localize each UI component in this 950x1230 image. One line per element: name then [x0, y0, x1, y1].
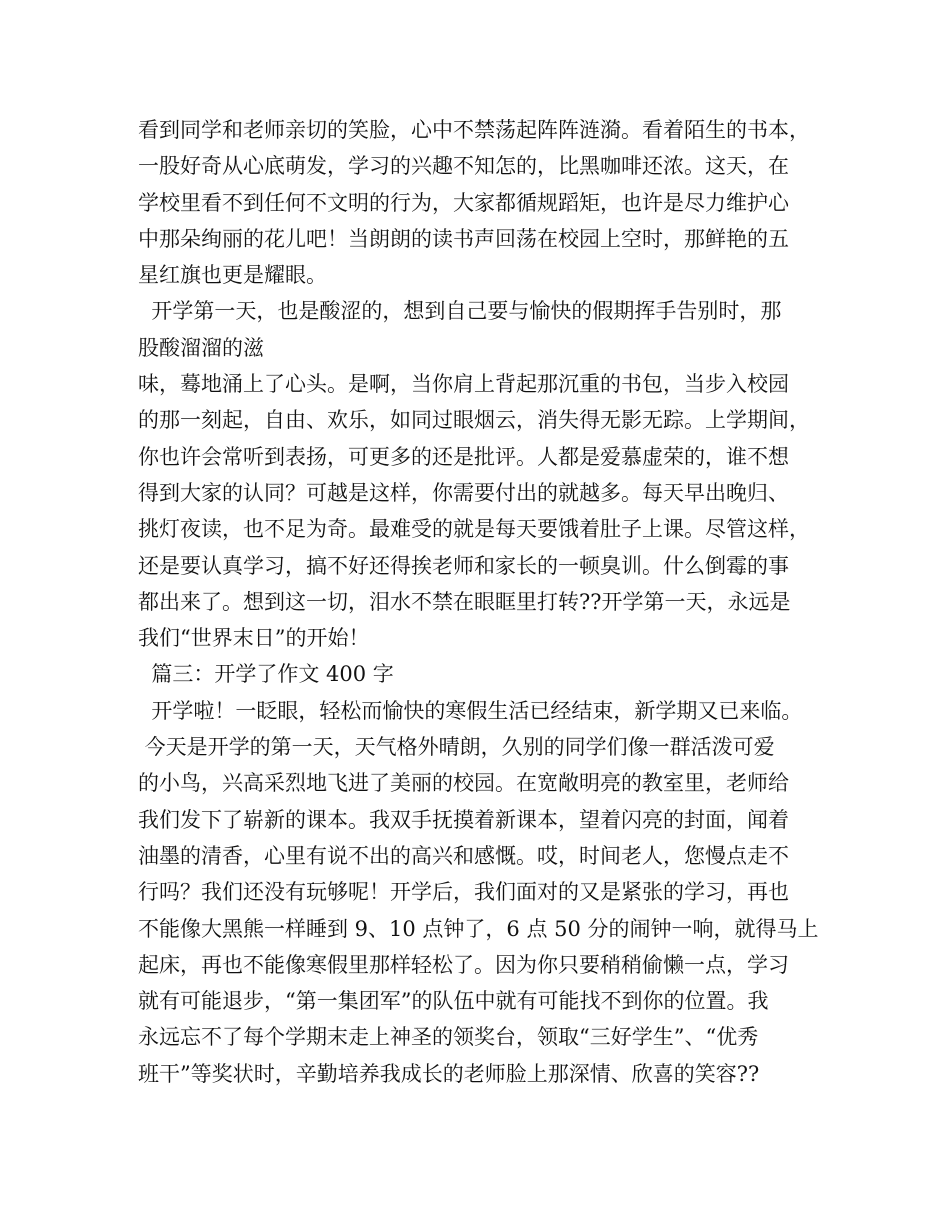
text-line: 起床，再也不能像寒假里那样轻松了。因为你只要稍稍偷懒一点，学习 [138, 952, 789, 977]
text-line: 行吗？我们还没有玩够呢！开学后，我们面对的又是紧张的学习，再也 [138, 880, 789, 905]
text-line: 油墨的清香，心里有说不出的高兴和感慨。哎，时间老人，您慢点走不 [138, 843, 789, 868]
text-line: 都出来了。想到这一切，泪水不禁在眼眶里打转??开学第一天，永远是 [138, 589, 791, 614]
text-line: 的那一刻起，自由、欢乐，如同过眼烟云，消失得无影无踪。上学期间， [138, 408, 810, 433]
text-line: 还是要认真学习，搞不好还得挨老师和家长的一顿臭训。什么倒霉的事 [138, 553, 789, 578]
text-line: 学校里看不到任何不文明的行为，大家都循规蹈矩，也许是尽力维护心 [138, 190, 789, 215]
text-line: 班干”等奖状时，辛勤培养我成长的老师脸上那深情、欣喜的笑容?? [138, 1061, 760, 1086]
text-line: 的小鸟，兴高采烈地飞进了美丽的校园。在宽敞明亮的教室里，老师给 [138, 771, 789, 796]
text-line: 开学第一天，也是酸涩的，想到自己要与愉快的假期挥手告别时，那 [138, 299, 782, 324]
text-line: 你也许会常听到表扬，可更多的还是批评。人都是爱慕虚荣的，谁不想 [138, 444, 789, 469]
text-line: 今天是开学的第一天，天气格外晴朗，久别的同学们像一群活泼可爱 [138, 735, 775, 760]
text-line: 一股好奇从心底萌发，学习的兴趣不知怎的，比黑咖啡还浓。这天，在 [138, 154, 789, 179]
text-line: 不能像大黑熊一样睡到 9、10 点钟了，6 点 50 分的闹钟一响，就得马上 [138, 916, 819, 941]
text-line: 挑灯夜读，也不足为奇。最难受的就是每天要饿着肚子上课。尽管这样， [138, 517, 810, 542]
text-line: 得到大家的认同？可越是这样，你需要付出的就越多。每天早出晚归、 [138, 480, 789, 505]
text-line: 就有可能退步，“第一集团军”的队伍中就有可能找不到你的位置。我 [138, 989, 769, 1014]
text-line: 开学啦！一眨眼，轻松而愉快的寒假生活已经结束，新学期又已来临。 [138, 698, 803, 723]
text-line: 看到同学和老师亲切的笑脸，心中不禁荡起阵阵涟漪。看着陌生的书本， [138, 118, 810, 142]
text-line: 篇三：开学了作文 400 字 [138, 662, 394, 687]
text-line: 永远忘不了每个学期末走上神圣的领奖台，领取“三好学生”、“优秀 [138, 1025, 759, 1050]
text-line: 星红旗也更是耀眼。 [138, 263, 327, 288]
text-line: 股酸溜溜的滋 [138, 335, 264, 360]
text-line: 我们“世界末日”的开始！ [138, 626, 370, 651]
text-line: 我们发下了崭新的课本。我双手抚摸着新课本，望着闪亮的封面，闻着 [138, 807, 789, 832]
text-line: 味，蓦地涌上了心头。是啊，当你肩上背起那沉重的书包，当步入校园 [138, 372, 789, 397]
text-line: 中那朵绚丽的花儿吧！当朗朗的读书声回荡在校园上空时，那鲜艳的五 [138, 226, 789, 251]
essay-text-block [138, 112, 838, 1092]
